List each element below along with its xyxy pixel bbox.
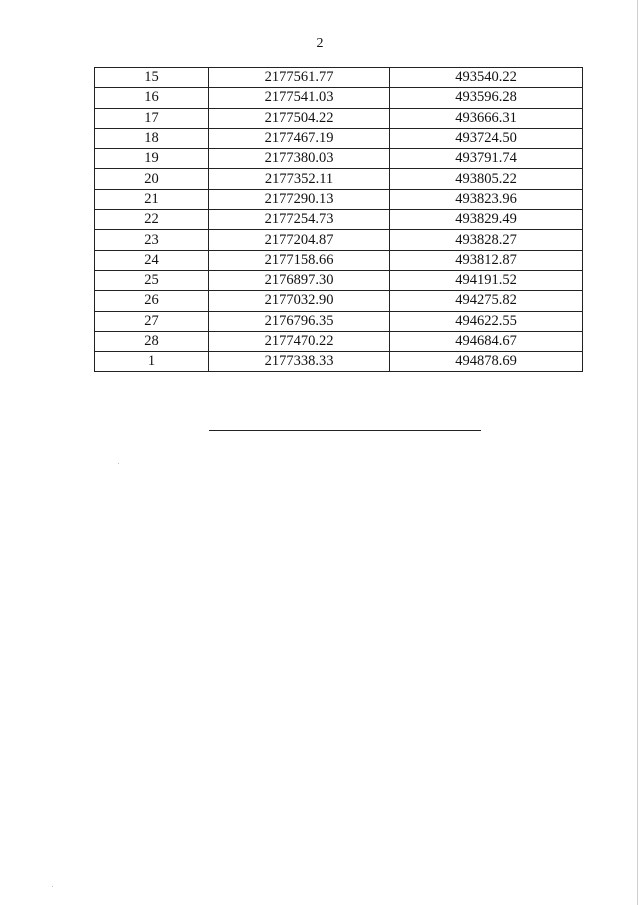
table-row [95, 230, 583, 250]
closing-rule [209, 430, 481, 431]
point-number-cell: 21 [95, 189, 209, 209]
y-coordinate-cell: 494191.52 [390, 270, 583, 290]
point-number-cell: 22 [95, 210, 209, 230]
x-coordinate-cell: 2177380.03 [209, 149, 390, 169]
x-coordinate-cell: 2176897.30 [209, 270, 390, 290]
page-number: 2 [316, 36, 324, 51]
y-coordinate-cell: 493724.50 [390, 128, 583, 148]
point-number-cell: 15 [95, 68, 209, 88]
y-coordinate-cell: 493812.87 [390, 250, 583, 270]
y-coordinate-cell: 493823.96 [390, 189, 583, 209]
page-edge [637, 0, 638, 905]
x-coordinate-cell: 2177254.73 [209, 210, 390, 230]
x-coordinate-cell: 2177204.87 [209, 230, 390, 250]
point-number-cell: 19 [95, 149, 209, 169]
y-coordinate-cell: 494275.82 [390, 291, 583, 311]
scan-speck [52, 886, 53, 887]
table-row [95, 108, 583, 128]
table-row [95, 250, 583, 270]
point-number-cell: 16 [95, 88, 209, 108]
x-coordinate-cell: 2177338.33 [209, 352, 390, 372]
coordinates-table-body [95, 68, 583, 372]
y-coordinate-cell: 494878.69 [390, 352, 583, 372]
coordinates-table [94, 67, 583, 372]
y-coordinate-cell: 493828.27 [390, 230, 583, 250]
table-row [95, 270, 583, 290]
table-row [95, 149, 583, 169]
y-coordinate-cell: 493829.49 [390, 210, 583, 230]
y-coordinate-cell: 493666.31 [390, 108, 583, 128]
table-row [95, 88, 583, 108]
y-coordinate-cell: 493791.74 [390, 149, 583, 169]
table-row [95, 128, 583, 148]
y-coordinate-cell: 493540.22 [390, 68, 583, 88]
point-number-cell: 26 [95, 291, 209, 311]
table-row [95, 210, 583, 230]
x-coordinate-cell: 2177352.11 [209, 169, 390, 189]
point-number-cell: 24 [95, 250, 209, 270]
point-number-cell: 17 [95, 108, 209, 128]
x-coordinate-cell: 2177470.22 [209, 331, 390, 351]
point-number-cell: 27 [95, 311, 209, 331]
x-coordinate-cell: 2177032.90 [209, 291, 390, 311]
point-number-cell: 20 [95, 169, 209, 189]
point-number-cell: 25 [95, 270, 209, 290]
x-coordinate-cell: 2177290.13 [209, 189, 390, 209]
table-row [95, 291, 583, 311]
point-number-cell: 1 [95, 352, 209, 372]
x-coordinate-cell: 2177158.66 [209, 250, 390, 270]
x-coordinate-cell: 2176796.35 [209, 311, 390, 331]
point-number-cell: 18 [95, 128, 209, 148]
x-coordinate-cell: 2177561.77 [209, 68, 390, 88]
point-number-cell: 23 [95, 230, 209, 250]
point-number-cell: 28 [95, 331, 209, 351]
table-row [95, 169, 583, 189]
table-row [95, 68, 583, 88]
x-coordinate-cell: 2177504.22 [209, 108, 390, 128]
x-coordinate-cell: 2177467.19 [209, 128, 390, 148]
table-row [95, 331, 583, 351]
y-coordinate-cell: 493805.22 [390, 169, 583, 189]
table-row [95, 352, 583, 372]
y-coordinate-cell: 493596.28 [390, 88, 583, 108]
y-coordinate-cell: 494684.67 [390, 331, 583, 351]
y-coordinate-cell: 494622.55 [390, 311, 583, 331]
table-row [95, 189, 583, 209]
table-row [95, 311, 583, 331]
scan-speck [118, 463, 119, 464]
x-coordinate-cell: 2177541.03 [209, 88, 390, 108]
